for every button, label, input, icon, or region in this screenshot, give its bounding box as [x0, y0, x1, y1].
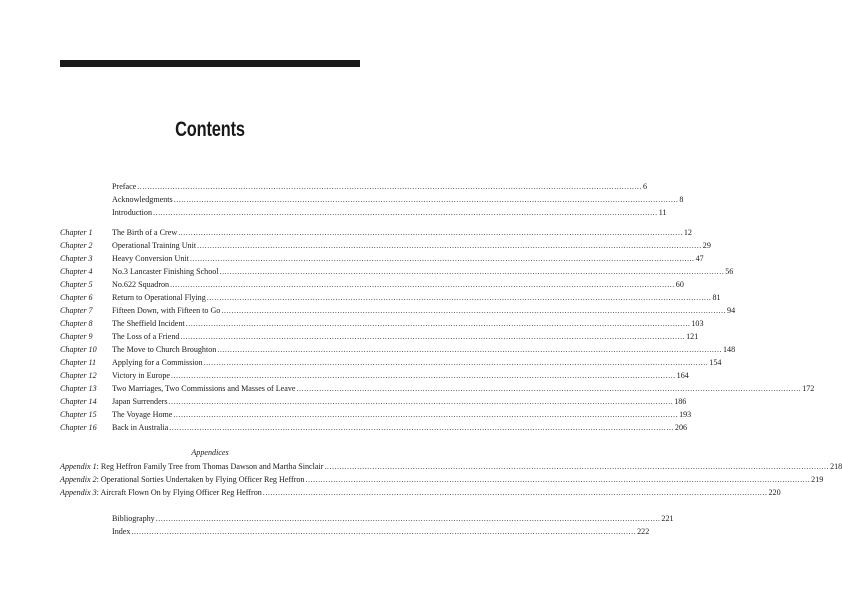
- toc-chapter-2[interactable]: [0, 239, 711, 252]
- chapter-label: Chapter 8: [60, 319, 93, 328]
- toc-chapter-11[interactable]: [0, 356, 722, 369]
- appendix-title: : Reg Heffron Family Tree from Thomas Dawson and Martha Sinclair: [96, 462, 324, 471]
- entry-title: The Move to Church Broughton: [112, 345, 217, 354]
- leader-dots: ........................................................................................................................................................................................................: [203, 358, 709, 367]
- chapter-label: Chapter 7: [60, 306, 93, 315]
- entry-title: Introduction: [112, 208, 153, 217]
- entry-title: Preface: [112, 182, 137, 191]
- chapter-label: Chapter 13: [60, 384, 97, 393]
- appendices-heading: Appendices: [191, 448, 229, 457]
- leader-dots: ........................................................................................................................................................................................................: [189, 254, 695, 263]
- entry-title: [60, 460, 323, 473]
- entry-title: Index: [112, 527, 131, 536]
- entry-title: The Voyage Home: [112, 410, 173, 419]
- entry-title: Acknowledgments: [112, 195, 173, 204]
- toc-entry-index[interactable]: [0, 525, 650, 538]
- entry-title: Victory in Europe: [112, 371, 170, 380]
- entry-page: 121: [686, 332, 699, 341]
- entry-page: 47: [695, 254, 704, 263]
- toc-chapter-14[interactable]: [0, 395, 687, 408]
- leader-dots: ........................................................................................................................................................................................................: [169, 423, 674, 432]
- chapter-label: Chapter 10: [60, 345, 97, 354]
- chapter-label: Chapter 1: [60, 228, 93, 237]
- chapter-label: Chapter 2: [60, 241, 93, 250]
- toc-chapter-13[interactable]: [0, 382, 815, 395]
- toc-appendix-1[interactable]: [0, 460, 842, 473]
- leader-dots: ........................................................................................................................................................................................................: [324, 462, 830, 471]
- leader-dots: ........................................................................................................................................................................................................: [180, 332, 686, 341]
- toc-entry-preface[interactable]: [0, 180, 647, 193]
- toc-chapter-8[interactable]: [0, 317, 704, 330]
- entry-page: 11: [658, 208, 667, 217]
- entry-title: [60, 473, 304, 486]
- leader-dots: ........................................................................................................................................................................................................: [296, 384, 802, 393]
- entry-title: Return to Operational Flying: [112, 293, 206, 302]
- toc-entry-acknowledgments[interactable]: [0, 193, 684, 206]
- toc-entry-introduction[interactable]: [0, 206, 667, 219]
- chapter-label: Chapter 9: [60, 332, 93, 341]
- leader-dots: ........................................................................................................................................................................................................: [262, 488, 768, 497]
- entry-page: 56: [725, 267, 734, 276]
- entry-title: Fifteen Down, with Fifteen to Go: [112, 306, 221, 315]
- appendix-label: Appendix 3: [60, 488, 97, 497]
- leader-dots: ........................................................................................................................................................................................................: [221, 306, 727, 315]
- entry-page: 6: [642, 182, 647, 191]
- leader-dots: ........................................................................................................................................................................................................: [178, 228, 683, 237]
- toc-chapter-9[interactable]: [0, 330, 699, 343]
- entry-page: 193: [679, 410, 692, 419]
- toc-chapter-3[interactable]: [0, 252, 704, 265]
- entry-page: 219: [811, 475, 824, 484]
- entry-title: Operational Training Unit: [112, 241, 197, 250]
- leader-dots: ........................................................................................................................................................................................................: [185, 319, 691, 328]
- toc-chapter-10[interactable]: [0, 343, 736, 356]
- entry-page: 164: [676, 371, 689, 380]
- entry-page: 103: [691, 319, 704, 328]
- entry-title: The Loss of a Friend: [112, 332, 180, 341]
- entry-page: 29: [702, 241, 711, 250]
- chapter-label: Chapter 11: [60, 358, 97, 367]
- entry-page: 60: [675, 280, 684, 289]
- entry-page: 12: [683, 228, 692, 237]
- entry-title: Two Marriages, Two Commissions and Masses of Leave: [112, 384, 296, 393]
- entry-page: 186: [674, 397, 687, 406]
- leader-dots: ........................................................................................................................................................................................................: [155, 514, 661, 523]
- leader-dots: ........................................................................................................................................................................................................: [170, 280, 675, 289]
- toc-chapter-7[interactable]: [0, 304, 736, 317]
- appendix-title: : Aircraft Flown On by Flying Officer Reg Heffron: [96, 488, 262, 497]
- toc-appendix-2[interactable]: [0, 473, 824, 486]
- chapter-label: Chapter 3: [60, 254, 93, 263]
- entry-page: 221: [661, 514, 674, 523]
- entry-title: [60, 486, 262, 499]
- toc-chapter-16[interactable]: [0, 421, 688, 434]
- chapter-label: Chapter 6: [60, 293, 93, 302]
- entry-page: 220: [768, 488, 781, 497]
- leader-dots: ........................................................................................................................................................................................................: [137, 182, 642, 191]
- toc-chapter-1[interactable]: [0, 226, 692, 239]
- leader-dots: ........................................................................................................................................................................................................: [173, 195, 679, 204]
- entry-page: 218: [830, 462, 842, 471]
- entry-page: 172: [802, 384, 815, 393]
- leader-dots: ........................................................................................................................................................................................................: [153, 208, 658, 217]
- entry-page: 148: [723, 345, 736, 354]
- chapter-label: Chapter 4: [60, 267, 93, 276]
- leader-dots: ........................................................................................................................................................................................................: [170, 371, 676, 380]
- entry-page: 81: [712, 293, 721, 302]
- toc-chapter-15[interactable]: [0, 408, 692, 421]
- leader-dots: ........................................................................................................................................................................................................: [173, 410, 679, 419]
- toc-entry-bibliography[interactable]: [0, 512, 674, 525]
- entry-page: 222: [637, 527, 650, 536]
- chapter-label: Chapter 5: [60, 280, 93, 289]
- header-rule: [60, 60, 360, 67]
- leader-dots: ........................................................................................................................................................................................................: [217, 345, 722, 354]
- leader-dots: ........................................................................................................................................................................................................: [168, 397, 674, 406]
- toc-appendix-3[interactable]: [0, 486, 781, 499]
- entry-page: 8: [679, 195, 684, 204]
- chapter-label: Chapter 12: [60, 371, 97, 380]
- entry-page: 94: [727, 306, 736, 315]
- entry-title: No.622 Squadron: [112, 280, 170, 289]
- entry-page: 206: [674, 423, 688, 432]
- toc-chapter-5[interactable]: [0, 278, 684, 291]
- chapter-label: Chapter 14: [60, 397, 97, 406]
- entry-title: Heavy Conversion Unit: [112, 254, 189, 263]
- leader-dots: ........................................................................................................................................................................................................: [131, 527, 637, 536]
- entry-title: Bibliography: [112, 514, 155, 523]
- entry-title: No.3 Lancaster Finishing School: [112, 267, 219, 276]
- appendix-label: Appendix 1: [60, 462, 97, 471]
- entry-title: Japan Surrenders: [112, 397, 168, 406]
- appendix-title: : Operational Sorties Undertaken by Flying Officer Reg Heffron: [96, 475, 305, 484]
- leader-dots: ........................................................................................................................................................................................................: [197, 241, 702, 250]
- chapter-label: Chapter 15: [60, 410, 97, 419]
- leader-dots: ........................................................................................................................................................................................................: [219, 267, 725, 276]
- leader-dots: ........................................................................................................................................................................................................: [305, 475, 811, 484]
- page-title: Contents: [175, 118, 245, 141]
- toc-chapter-4[interactable]: [0, 265, 734, 278]
- entry-title: The Birth of a Crew: [112, 228, 178, 237]
- appendix-label: Appendix 2: [60, 475, 97, 484]
- entry-title: Applying for a Commission: [112, 358, 203, 367]
- toc-chapter-12[interactable]: [0, 369, 689, 382]
- leader-dots: ........................................................................................................................................................................................................: [206, 293, 712, 302]
- entry-page: 154: [709, 358, 722, 367]
- chapter-label: Chapter 16: [60, 423, 97, 432]
- entry-title: The Sheffield Incident: [112, 319, 185, 328]
- toc-chapter-6[interactable]: [0, 291, 721, 304]
- entry-title: Back in Australia: [112, 423, 169, 432]
